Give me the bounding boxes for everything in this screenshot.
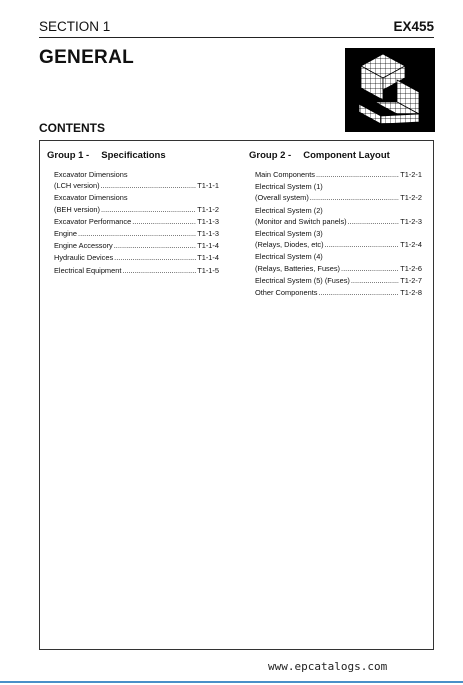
leader-dots bbox=[310, 192, 399, 203]
toc-entry[interactable] bbox=[255, 275, 422, 286]
toc-entry[interactable] bbox=[54, 252, 219, 263]
toc-entry-text: Engine Accessory bbox=[54, 241, 113, 251]
toc-entry-text: (LCH version) bbox=[54, 181, 100, 191]
toc-page-number: T1-2-7 bbox=[400, 275, 422, 285]
toc-entry-text: (Overall system) bbox=[255, 193, 309, 203]
toc-page-number: T1-1-5 bbox=[197, 265, 219, 275]
toc-page-number: T1-2-6 bbox=[400, 263, 422, 273]
toc-entry[interactable] bbox=[54, 240, 219, 251]
toc-entry-text: Electrical System (3) bbox=[255, 229, 323, 239]
toc-entry[interactable] bbox=[54, 216, 219, 227]
toc-entry[interactable] bbox=[54, 192, 219, 214]
group-2-entries bbox=[255, 169, 422, 299]
toc-page-number: T1-2-1 bbox=[400, 170, 422, 179]
toc-entry[interactable] bbox=[255, 251, 422, 273]
toc-page-number: T1-1-3 bbox=[197, 216, 219, 226]
toc-entry-text: Excavator Dimensions bbox=[54, 170, 128, 179]
leader-dots bbox=[122, 265, 196, 276]
toc-page-number: T1-2-4 bbox=[400, 240, 422, 250]
toc-entry[interactable] bbox=[54, 228, 219, 239]
toc-entry-text: Excavator Performance bbox=[54, 216, 132, 226]
leader-dots bbox=[341, 263, 399, 274]
header-divider bbox=[39, 37, 434, 38]
toc-page-number: T1-1-2 bbox=[197, 204, 219, 214]
toc-entry-text: (Monitor and Switch panels) bbox=[255, 216, 347, 226]
toc-entry[interactable] bbox=[255, 181, 422, 203]
toc-entry-text: (BEH version) bbox=[54, 204, 100, 214]
leader-dots bbox=[101, 204, 196, 215]
toc-entry-text: (Relays, Batteries, Fuses) bbox=[255, 263, 341, 273]
section-label: SECTION 1 bbox=[39, 19, 111, 34]
toc-entry-text: Electrical System (4) bbox=[255, 252, 323, 262]
group-2-label: Group 2 - bbox=[249, 150, 292, 161]
toc-entry-text: Electrical System (5) (Fuses) bbox=[255, 275, 350, 285]
toc-entry-text: (Relays, Diodes, etc) bbox=[255, 240, 324, 250]
toc-entry[interactable] bbox=[255, 205, 422, 227]
toc-page-number: T1-1-3 bbox=[197, 229, 219, 239]
group-2-name: Component Layout bbox=[303, 150, 390, 161]
toc-entry[interactable] bbox=[255, 228, 422, 250]
toc-page-number: T1-2-8 bbox=[400, 288, 422, 298]
toc-entry-text: Excavator Dimensions bbox=[54, 193, 128, 203]
toc-entry-text: Hydraulic Devices bbox=[54, 253, 114, 263]
leader-dots bbox=[132, 216, 196, 227]
leader-dots bbox=[78, 228, 196, 239]
group-1-label: Group 1 - bbox=[47, 150, 90, 161]
leader-dots bbox=[325, 239, 400, 250]
toc-entry[interactable] bbox=[54, 169, 219, 191]
group-2-header bbox=[249, 150, 390, 161]
leader-dots bbox=[318, 287, 399, 298]
contents-box bbox=[39, 140, 434, 650]
toc-page-number: T1-1-4 bbox=[197, 253, 219, 263]
toc-entry-text: Engine bbox=[54, 229, 78, 239]
group-1-entries bbox=[54, 169, 219, 277]
toc-page-number: T1-1-4 bbox=[197, 241, 219, 251]
page-title: GENERAL bbox=[39, 47, 134, 68]
toc-entry-text: Electrical Equipment bbox=[54, 265, 122, 275]
leader-dots bbox=[114, 240, 196, 251]
toc-entry[interactable] bbox=[54, 265, 219, 276]
leader-dots bbox=[348, 216, 400, 227]
toc-page-number: T1-2-2 bbox=[400, 193, 422, 203]
leader-dots bbox=[316, 169, 399, 180]
footer-watermark-url[interactable]: www.epcatalogs.com bbox=[268, 660, 388, 673]
cube-logo-icon bbox=[345, 48, 435, 132]
toc-page-number: T1-2-3 bbox=[400, 216, 422, 226]
leader-dots bbox=[101, 180, 197, 191]
toc-entry-text: Main Components bbox=[255, 170, 315, 179]
contents-heading: CONTENTS bbox=[39, 121, 105, 135]
toc-entry-text: Electrical System (2) bbox=[255, 205, 323, 215]
leader-dots bbox=[351, 275, 399, 286]
toc-entry[interactable] bbox=[255, 287, 422, 298]
toc-entry-text: Other Components bbox=[255, 288, 318, 298]
group-1-name: Specifications bbox=[101, 150, 166, 161]
toc-page-number: T1-1-1 bbox=[197, 181, 219, 191]
toc-entry[interactable] bbox=[255, 169, 422, 180]
toc-entry-text: Electrical System (1) bbox=[255, 182, 323, 192]
bottom-accent-line bbox=[0, 681, 463, 683]
group-1-header bbox=[47, 150, 166, 161]
leader-dots bbox=[114, 252, 196, 263]
model-label: EX455 bbox=[393, 19, 434, 34]
